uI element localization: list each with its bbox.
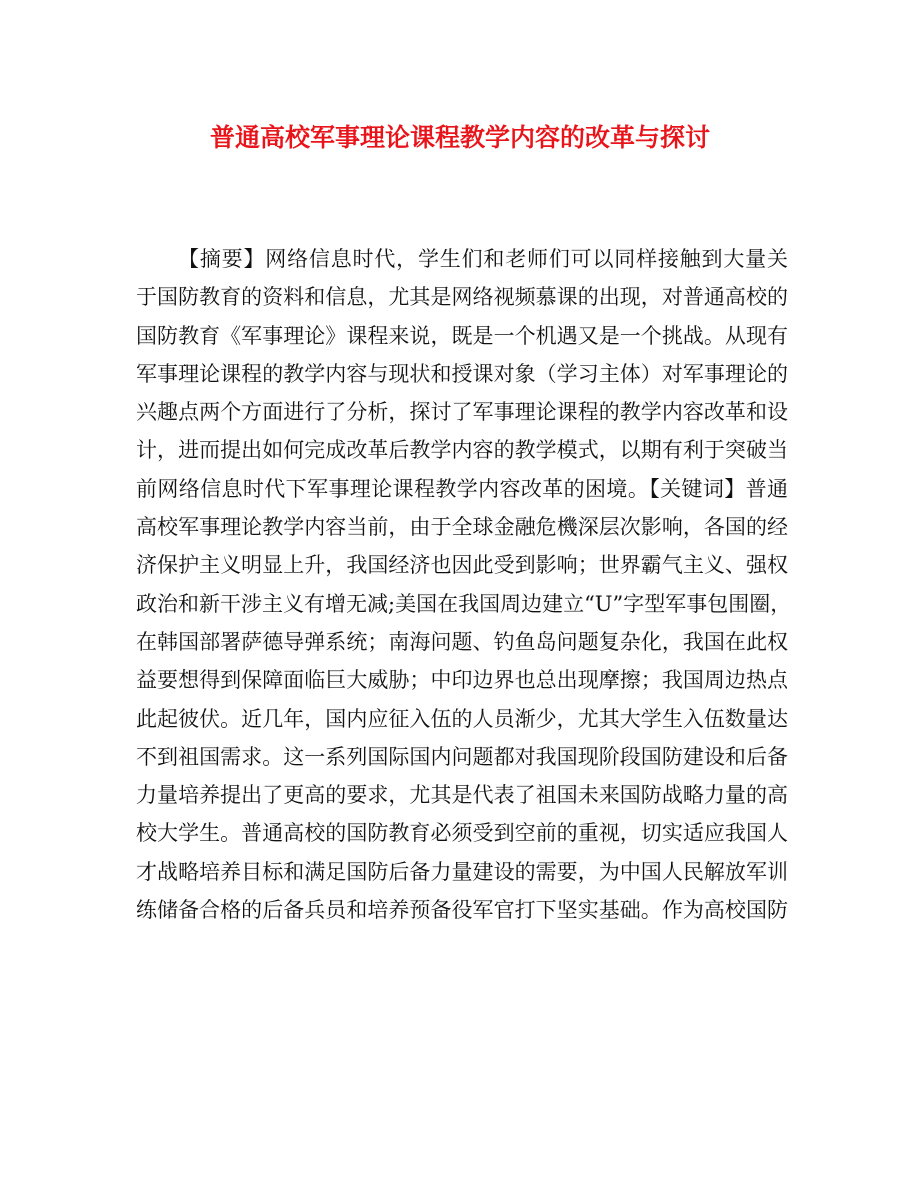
document-title: 普通高校军事理论课程教学内容的改革与探讨	[209, 123, 710, 152]
text-line: 兴趣点两个方面进行了分析，探讨了军事理论课程的教学内容改革和设	[136, 400, 788, 425]
text-line: 此起彼伏。近几年，国内应征入伍的人员渐少，尤其大学生入伍数量达	[136, 706, 788, 731]
text-line: 前网络信息时代下军事理论课程教学内容改革的困境。【关键词】普通	[136, 476, 788, 501]
text-line: 【摘要】网络信息时代，学生们和老师们可以同样接触到大量关	[178, 247, 788, 271]
document-body	[136, 240, 792, 929]
text-line: 政治和新干涉主义有增无减;美国在我国周边建立“U”字型军事包围圈，	[136, 591, 792, 616]
text-line: 校大学生。普通高校的国防教育必须受到空前的重视，切实适应我国人	[136, 821, 788, 846]
text-line: 不到祖国需求。这一系列国际国内问题都对我国现阶段国防建设和后备	[136, 744, 788, 769]
text-line: 力量培养提出了更高的要求，尤其是代表了祖国未来国防战略力量的高	[136, 783, 788, 808]
text-line: 国防教育《军事理论》课程来说，既是一个机遇又是一个挑战。从现有	[136, 323, 788, 348]
text-line: 高校军事理论教学内容当前，由于全球金融危機深层次影响，各国的经	[136, 515, 788, 540]
text-line: 军事理论课程的教学内容与现状和授课对象（学习主体）对军事理论的	[136, 361, 788, 386]
text-line: 计，进而提出如何完成改革后教学内容的教学模式，以期有利于突破当	[136, 438, 788, 463]
text-line: 于国防教育的资料和信息，尤其是网络视频慕课的出现，对普通高校的	[136, 285, 788, 310]
text-line: 练储备合格的后备兵员和培养预备役军官打下坚实基础。作为高校国防	[136, 898, 788, 923]
text-line: 才战略培养目标和满足国防后备力量建设的需要，为中国人民解放军训	[136, 859, 788, 884]
text-line: 济保护主义明显上升，我国经济也因此受到影响；世界霸气主义、强权	[136, 553, 788, 578]
text-line: 在韩国部署萨德导弹系统；南海问题、钓鱼岛问题复杂化，我国在此权	[136, 629, 788, 654]
text-line: 益要想得到保障面临巨大威胁；中印边界也总出现摩擦；我国周边热点	[136, 668, 788, 693]
